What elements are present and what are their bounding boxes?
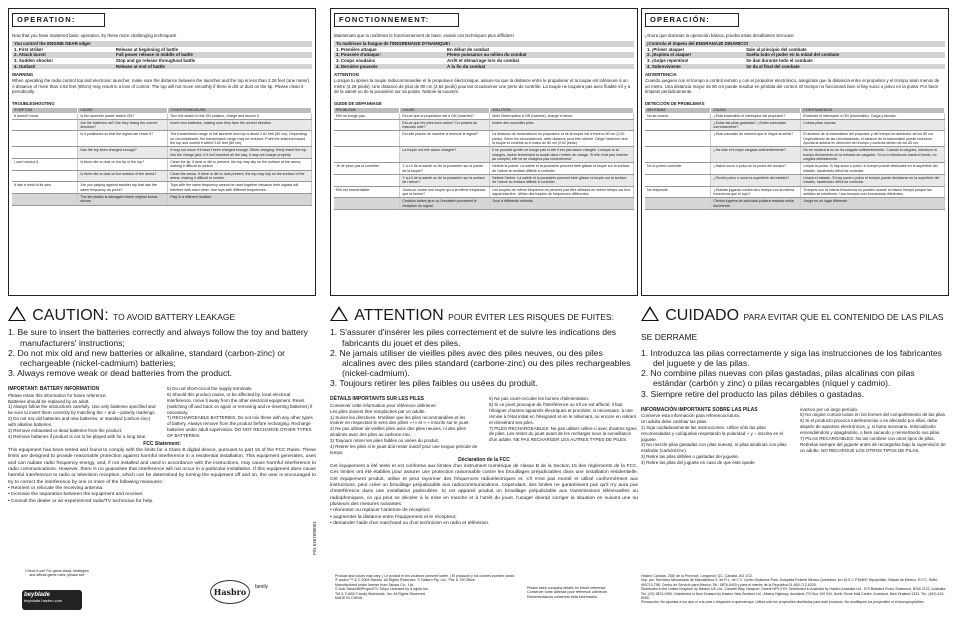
battery-info: [8, 386, 316, 439]
control-step: 1. ¡Primer ataque!: [647, 46, 685, 52]
intro-text: Maintenant que tu maîtrises le fonctionnement de base, essaie ces techniques plus difficiles!: [334, 32, 514, 38]
caution-list: [8, 327, 316, 378]
warning-title: ATTENTION: [334, 72, 359, 78]
ts-symptom: [645, 198, 711, 210]
battery-info: [641, 407, 949, 466]
control-desc: En début de combat: [447, 46, 490, 52]
control-desc: Release at beginning of battle: [115, 46, 179, 52]
control-step: 2. Attack burst!: [12, 52, 114, 58]
control-step: 3. Sudden shocks!: [14, 58, 53, 64]
fcc-title: FCC Statement:: [143, 441, 181, 448]
control-step: 4. Outlast!: [12, 64, 114, 70]
ts-measure: Nettoie l'arène. La saleté et la poussière peuvent faire glisser la toupie sur la surface de l'arène la rendant difficile à contrôler.: [490, 174, 634, 186]
ts-symptom: It has a mind of its own.: [12, 182, 78, 194]
battery-right-text: 5) Ne pas court-circuiter les bornes d'alimentation. 6) Si ce jouet provoque de l'interférence ou s'il en est affecté, il faut l'éloigner d'autres appareils électriques et procéder, si nécessaire, à une remise à l'état initial en l'éteignant et en le rallumant, ou encore en retirant et réinsérant ses piles. 7) PILES RECHARGEABLES: Ne pas utiliser celles-ci avec d'autres types de piles. Les retirer du jouet avant de les recharger sous la surveillance d'un adulte. NE PAS RECHARGER LES AUTRES TYPES DE PILES.: [489, 396, 637, 443]
operation-frame-es: [641, 8, 949, 296]
ts-measure: Trompos con la misma frecuencia no pueden usarse al mismo tiempo porque las señales se interfieren. Usa trompos con frecuencias diferentes.: [801, 186, 945, 198]
caution-item: 2. Ne jamais utiliser de vieilles piles avec des piles neuves, ou des piles alcalines avec des piles standard (carbone-zinc) ou des piles rechargeables (nickel-cadmium).: [330, 347, 631, 379]
caution-block: [330, 306, 638, 388]
ts-symptom: [12, 147, 78, 159]
battery-title: INFORMACIÓN IMPORTANTE SOBRE LAS PILAS: [641, 406, 758, 413]
controls-header: ¡Controla el ímpetu del ENGRANAJE DINÁMICO!: [645, 41, 945, 47]
ts-measure: Nettoie la pointe. La saleté et la poussière peuvent faire glisser la toupie sur la surface de l'arène la rendant difficile à contrôler.: [490, 163, 634, 175]
ts-measure: Les toupies de même fréquence ne peuvent pas être utilisées en même temps car leur signal interfère. Utilise des toupies de fréquences différentes.: [490, 186, 634, 198]
ts-cause: Is there dirt or dust on the surface of the arena?: [78, 170, 168, 182]
control-desc: Arrêt et démarrage lors du combat: [447, 58, 520, 64]
battery-info: [330, 396, 638, 455]
ts-symptom: Elle ne bouge pas.: [334, 113, 400, 120]
controls-table: [645, 41, 945, 69]
beyblade-wordmark: beyblade: [24, 592, 51, 598]
caution-list: [330, 327, 638, 388]
fcc-title: Déclaration de la FCC: [458, 457, 510, 464]
ts-symptom: [12, 131, 78, 147]
spanish-column: [641, 8, 949, 466]
col-header: COUNTERMEASURE: [168, 108, 312, 112]
ts-cause: Certains autres jeux ou l'encastré pourraient le réception du signal.: [400, 198, 490, 210]
battery-left-text: Please retain this information for future reference. Batteries should be replaced by an adult. 1) Always follow the instructions carefully. Use only batteries specified and be sure to insert them correctly by matching the + and – polarity markings. 2) Do not mix old batteries and new batteries, or standard (carbon-zinc) with alkaline batteries. 3) Remove exhausted or dead batteries from the product. 4) Remove batteries if product is not to be played with for a long time.: [8, 392, 156, 439]
caution-item: 1. S'assurer d'insérer les piles correctement et de suivre les indications des fabricants du jouet et des piles.: [330, 327, 617, 348]
ts-measure: No se moverá si no se ha cargado suficientemente. Cuando lo cargues, introduce el trompo firmemente en la entrada de cargador. Si no lo introduces hasta el fondo, no cargará debidamente.: [801, 147, 945, 163]
ts-cause: Est-ce que le propulseur est à ON (marche)?: [400, 113, 490, 120]
troubleshooting-title: GUIDE DE DÉPANNAGE: [334, 100, 382, 106]
caution-title: CUIDADO PARA EVITAR QUE EL CONTENIDO DE LAS PILAS SE DERRAME: [641, 307, 944, 343]
control-desc: Pleine puissance au milieu du combat: [445, 52, 634, 58]
ts-measure: If may not move if it hasn't been charged enough. When charging, firmly insert the top into the charge jack. If it isn't inserted all the way, it may not charge properly.: [168, 147, 312, 159]
battery-right-text: inactivo por un largo período. 5) No origine cortocircuitos en los bornes del compartimiento de las pilas. 6) Si el producto provoca interferencias o es afectado por ellas, debe alejarlo de aparatos electrónicos, y, si fuera necesario, reinicializarlo encendiéndolo y apagándolo, o bien sacando y reinsertando sus pilas. 7) PILAS RECARGABLES: No las combine con otros tipos de pilas. Retírelas siempre del juguete antes de recargarlas bajo la supervisión de un adulto. NO RECARGUE LOS OTROS TIPOS DE PILAS.: [800, 406, 947, 453]
col-header: SOLUTION: [490, 108, 634, 112]
ts-cause: Has the top been charged enough?: [78, 147, 168, 159]
control-step: 1. First strike!: [14, 46, 43, 52]
ts-cause: ¿Habrá sucio o polvo en la punta del trompo?: [711, 163, 801, 175]
address-text: Hasbro Canada, 2350 de la Province, Longueuil, QC, Canada J4G 1G2. Imp. por: Servicios Mercancias de Manufactura S. de R.L. de C.V. Centro Business Park, Autopista Federal México-Querétaro, km 42.5 C.P.54600 Tepotzotlán, Estado de México. R.F.C. SMM-990713-T58. Centro de Servicio para México: Tel.: 5876-8400 y para el interior de la República 01-800-712-6225. Distributed in the United Kingdom by Hasbro UK Ltd., Caswell Way, Newport, Gwent NP9 0YH. Distributed in Australia by Hasbro Australia Ltd., 570 Blaxland Road, Eastwood, NSW 2122, Australia. Tel.: (02) 9874-0999. Distributed in New Zealand by Hasbro New Zealand Ltd., Albany Highway, Auckland, PO Box 100 940, North Shore Mail Centre, Auckland, New Zealand 1333. Tel.: (649) 415-8006. Precaución: No apuntes a los ojos ni a la cara o disparare a quemarropa. Utiliza sólo los proyectiles diseñados para este producto. No modifiques los proyectiles ni el lanzaproyectiles.: [641, 574, 947, 605]
ts-symptom: I can't control it.: [12, 159, 78, 171]
ts-cause: Are you playing against another top that has the same frequency as yours?: [78, 182, 168, 194]
warning-triangle-icon: !: [641, 306, 659, 321]
battery-title: DÉTAILS IMPORTANTS SUR LES PILES: [330, 396, 424, 403]
ts-measure: Coloca pilas nuevas.: [801, 119, 945, 131]
ts-symptom: No se mueve.: [645, 113, 711, 120]
control-desc: Release at end of battle: [114, 64, 312, 70]
caution-item: 3. Toujours retirer les piles faibles ou usées du produit.: [330, 378, 538, 389]
ts-symptom: [645, 119, 711, 131]
ts-cause: Is the launcher power switch ON?: [78, 113, 168, 120]
intro-text: Now that you have mastered basic operation, try these more challenging techniques!: [12, 32, 177, 38]
ts-cause: Y a-t-il de la saleté ou de la poussière sur la surface de l'arène?: [400, 174, 490, 186]
control-desc: Suelta todo el poder en la mitad del combate: [744, 52, 945, 58]
col-header: SÍNTOMAS: [645, 108, 711, 112]
ts-cause: ¿Están las pilas gastadas? ¿Están colocadas correctamente?: [711, 119, 801, 131]
ts-symptom: [334, 174, 400, 186]
col-header: CAUSA: [711, 108, 801, 112]
troubleshooting-title: TROUBLESHOOTING: [12, 100, 55, 106]
ts-cause: The tire plastic is damaged where original bonus shows.: [78, 193, 168, 205]
controls-header: Tu maîtrises la fougue de l'ENGRENAGE DYNAMIQUE!: [334, 41, 634, 47]
controls-table: [334, 41, 634, 69]
caution-item: 3. Siempre retire del producto las pilas débiles o gastadas.: [641, 388, 865, 399]
control-desc: Se da al final del combate: [744, 64, 945, 70]
ts-symptom: [645, 147, 711, 163]
caution-block: [641, 306, 949, 399]
ts-measure: Clean the arena. If there is dirt or dust present, the top may slip on the surface of the arena, making it difficult to control.: [168, 170, 312, 182]
ts-symptom: [12, 119, 78, 131]
col-header: SYMPTOM: [12, 108, 78, 112]
control-step: 4. Dernière poussée: [334, 64, 445, 70]
french-column: [330, 8, 638, 528]
warning-text: When operating the radio control top and electronic launcher, make sure the distance between the launcher and the top is less than 3.28 feet (one meter). A distance of more than 2.62 feet (80cm) may result in a loss of control. The top will not move smoothly if there is dirt or dust on the tip. Please clean it periodically.: [12, 77, 311, 95]
ts-measure: Clean the tip. If dust or dirt is present, the top may slip on the surface of the arena, making it difficult to control.: [168, 159, 312, 171]
ts-symptom: [12, 193, 78, 205]
ts-measure: The transmission range of the launcher and top is about 2.62 feet (80 cm). Depending on circumstances, the transmission range may be reduced. Point the antenna toward the top and control it within 2.62 feet (80 cm).: [168, 131, 312, 147]
ts-symptom: [334, 198, 400, 210]
ts-symptom: [334, 119, 400, 131]
beyblade-logo: [22, 590, 82, 610]
ts-measure: Tops with the same frequency cannot be used together because their signals will interfere with each other. Use tops with different frequencies.: [168, 182, 312, 194]
ts-measure: Insère des nouvelles piles.: [490, 119, 634, 131]
troubleshooting-table: [12, 108, 312, 205]
ts-measure: Il se pourrait qu'elle ne bouge pas si elle n'est pas assez chargée. Lorsque tu la charges, insère fermement la toupie dans l'entrée de charge. Si elle n'est pas insérée au complet, elle ne se chargera pas correctement.: [490, 147, 634, 163]
fcc-text: Cet équipement a été testé et est conforme aux limites d'un instrument numérique de classe B de la Section 15 des règlements de la FCC. Ces limites ont été établies pour assurer une protection raisonnable contre les brouillages préjudiciables dans une installation résidentielle. Cet équipement produit, utilise et peut rayonner des fréquences radioélectriques et, s'il n'est pas monté et utilisé conformément aux instructions, peut créer un brouillage préjudiciable aux radiocommunications. Cependant, des limites ne garantissent pas qu'il n'y aura pas d'interférence dans une installation particulière. Si cet appareil produit un brouillage préjudiciable aux transmissions télévisuelles ou radiophoniques, ce qui peut se déceler à la mise en marche et à l'arrêt du jouet, l'usager devrait corriger la situation en suivant une ou plusieurs des mesures suivantes: • réorienter ou replacer l'antenne de réception; • augmenter la distance entre l'équipement et le récepteur; • demander l'aide d'un marchand ou d'un technicien en radio et télévision.: [330, 463, 638, 527]
battery-left-text: Conserver cette information pour référence ultérieure. Les piles doivent être remplacées par un adulte. 1) Suivre les directives. N'utiliser que les piles recommandées et les insérer en respectant le sens des pôles «+» et «-» inscrits sur le jouet. 2) Ne pas utiliser de vieilles piles avec des piles neuves, ni des piles alcalines avec des piles au carbone-zinc. 3) Toujours retirer les piles faibles ou usées du produit. 4) Retirer les piles si le jouet doit rester inactif pour une longue période de temps.: [330, 402, 478, 455]
caution-item: 1. Introduzca las pilas correctamente y siga las instrucciones de los fabricantes del juguete y de las pilas.: [641, 347, 942, 369]
ts-cause: ¿Ha sido el trompo cargado suficientemente?: [711, 147, 801, 163]
operation-frame-fr: [330, 8, 638, 296]
ts-cause: Y a-t-il de la saleté ou de la poussière sur la pointe de la toupie?: [400, 163, 490, 175]
ts-measure: Turn the switch to the ON position, charge and launch it.: [168, 113, 312, 120]
ts-measure: Limpia el estadio. Si hay sucio o polvo el trompo puede deslizarse en la superficie del estadio, haciéndolo difícil de controlar.: [801, 174, 945, 186]
warning-title: WARNING: [12, 72, 34, 78]
control-desc: Sale al principio del combate: [746, 46, 807, 52]
control-desc: Full power release in middle of battle: [114, 52, 312, 58]
ts-cause: ¿Está encendido el interruptor del propulsor?: [711, 113, 801, 120]
troubleshooting-table: [645, 108, 945, 210]
warning-triangle-icon: !: [8, 306, 26, 321]
ts-measure: Juega en un lugar diferente.: [801, 198, 945, 210]
control-step: 2. Poussée d'attaque:: [334, 52, 445, 58]
operation-frame-en: [8, 8, 316, 296]
ts-symptom: [645, 131, 711, 147]
ts-cause: Joues-tu contre une toupie qui a la même fréquence que la tienne?: [400, 186, 490, 198]
caution-title: ATTENTION POUR ÉVITER LES RISQUES DE FUITES:: [354, 307, 614, 324]
warning-title: ADVERTENCIA: [645, 72, 677, 78]
controls-table: [12, 41, 312, 69]
product-legal-text: Product and colors may vary. | Le produit et les couleurs peuvent varier. | El producto y los colores pueden variar. ® and/or ™ & © 2004 Hasbro. All Rights Reserved. © Hasbro Pty. Ltd., Pat. & TM Office. Manufactured under license from Takara Co., Ltd. © Aoki Takao/BBProject/TV Tokyo Licensed by d-rights Inc. TM & © ABC Family Worldwide, Inc. All Rights Reserved. MADE IN CHINA: [335, 574, 515, 601]
ts-cause: Is there dirt or dust on the tip of the top?: [78, 159, 168, 171]
ts-symptom: Je ne peux pas la contrôler.: [334, 163, 400, 175]
caution-item: 1. Be sure to insert the batteries correctly and always follow the toy and battery manufacturers' instructions;: [8, 327, 308, 348]
fcc-text: This equipment has been tested and found to comply with the limits for a Class B digital device, pursuant to part 15 of the FCC Rules. These limits are designed to provide reasonable protection against harmful interference in a residential installation. This equipment generates, uses and can radiate radio frequency energy, and, if not installed and used in accordance with the instructions, may cause harmful interference to radio communications. However, there is no guarantee that interference will not occur in a particular installation. If this equipment does cause harmful interference to radio or television reception, which can be determined by turning the equipment off and on, the user is encouraged to try to correct the interference by one or more of the following measures: • Reorient or relocate the receiving antenna. • Increase the separation between the equipment and receiver. • Consult the dealer or an experienced radio/TV technician for help.: [8, 447, 316, 504]
controls-header: You control the ENGINE GEAR edge!: [12, 41, 312, 47]
col-header: CAUSE: [78, 108, 168, 112]
section-header: FONCTIONNEMENT:: [334, 13, 459, 27]
caution-block: [8, 306, 316, 378]
caution-title: CAUTION: TO AVOID BATTERY LEAKAGE: [32, 307, 236, 324]
section-header: OPERATION:: [12, 13, 105, 27]
intro-text: ¡Ahora que dominas la operación básica, prueba estas desafiantes técnicas!: [645, 32, 794, 38]
ts-cause: Are the batteries old? Are they facing the correct direction?: [78, 119, 168, 131]
ts-symptom: It doesn't move.: [12, 113, 78, 120]
abc-family-logo: family: [255, 584, 269, 590]
ts-cause: ¿Estarás jugando contra otro trompo con la misma frecuencia que el tuyo?: [711, 186, 801, 198]
ts-cause: ¿Tendrá polvo o sucio la superficie del estadio?: [711, 174, 801, 186]
control-step: 2. ¡Explota el ataque!: [645, 52, 744, 58]
ts-measure: Joue à différents endroits.: [490, 198, 634, 210]
ts-measure: Enciende el interruptor a ON (encendido). Carga y lánzalo.: [801, 113, 945, 120]
part-number: P/N 6367600001: [312, 521, 317, 555]
control-step: 4. Sobreviviente: [645, 64, 744, 70]
ts-measure: Insert new batteries, making sure they face the correct direction.: [168, 119, 312, 131]
ts-symptom: [334, 147, 400, 163]
ts-cause: La toupie est-elle assez chargée?: [400, 147, 490, 163]
troubleshooting-title: DETECCIÓN DE PROBLEMAS: [645, 100, 705, 106]
ts-symptom: [12, 170, 78, 182]
ts-measure: Play in a different location.: [168, 193, 312, 205]
section-header: OPERACIÓN:: [645, 13, 739, 27]
battery-title: IMPORTANT: BATTERY INFORMATION: [8, 386, 100, 393]
control-desc: Stop and go release throughout battle: [115, 58, 196, 64]
ts-symptom: Elle est incontrôlable.: [334, 186, 400, 198]
ts-cause: Ciertos lugares de actividad pudiera retardar señal fácilmente.: [711, 198, 801, 210]
col-header: PROBLÈME: [334, 108, 400, 112]
warning-triangle-icon: !: [330, 306, 348, 321]
col-header: CONTRAMEDIDA: [801, 108, 945, 112]
caution-item: 2. Do not mix old and new batteries or alkaline, standard (carbon-zinc) or rechargeable (nickel-cadmium) batteries;: [8, 347, 286, 368]
control-desc: À la fin du combat: [445, 64, 634, 70]
hasbro-logo: Hasbro: [210, 580, 250, 604]
website-url: beyblade.hasbro.com: [24, 598, 63, 603]
col-header: CAUSE: [400, 108, 490, 112]
ts-measure: Mets l'interrupteur à ON (marche), charge et lance.: [490, 113, 634, 120]
check-it-out-text: Check it out! For game ideas, strategies and official game rules, please see: [25, 569, 89, 578]
control-desc: Se dan durante todo el combate: [746, 58, 813, 64]
control-step: 3. Coups soudains: [336, 58, 376, 64]
warning-text: Cuando juegues con el trompo a control remoto y con el propulsor electrónico, asegúrate que la distancia entre el propulsor y el trompo sean menos de un metro. Una distancia mayor de 80 cm puede resultar en pérdida del control. El trompo no funcionará bien si hay sucio o polvo en la punta. Por favor límpialo periódicamente.: [645, 77, 940, 95]
ts-cause: Est-ce que les piles sont usées? Ou posées du mauvais côté?: [400, 119, 490, 131]
ts-cause: Est-elle placée de manière à recevoir le signal?: [400, 131, 490, 147]
control-step: 3. ¡Golpe repentino!: [647, 58, 689, 64]
keep-details-text: Please keep company details for future reference. Conserver notre adresse pour référence ultérieure. Recomendamos conservar esta información.: [527, 586, 608, 599]
ts-cause: Is it positioned so that the signal can reach it?: [78, 131, 168, 147]
battery-left-text: Conserve esta información para referencia futura. Un adulto debe cambiar las pilas. 1) Siga cuidadosamente las instrucciones. Utilice sólo las pilas recomendadas y colóquelas respetando la polaridad + y – inscrita en el juguete. 2) No mezcle pilas gastadas con pilas nuevas, ni pilas alcalinas con pilas estándar (carbón/zinc). 3) Retire las pilas débiles o gastadas del juguete. 4) Retire las pilas del juguete en caso de que éste quede: [641, 413, 787, 465]
caution-item: 2. No combine pilas nuevas con pilas gastadas, pilas alcalinas con pilas estándar (carbón y zinc) o pilas recargables (níquel y cadmio).: [641, 368, 915, 389]
battery-right-text: 5) Do not short-circuit the supply terminals. 6) Should this product cause, or be affected by, local electrical interference, move it away from the other electrical equipment. Reset (switching off and back on again or removing and re-inserting batteries) if necessary. 7) RECHARGEABLE BATTERIES: Do not mix these with any other types of battery. Always remove from the product before recharging. Recharge batteries under adult supervision. DO NOT RECHARGE OTHER TYPES OF BATTERIES.: [167, 386, 313, 438]
ts-symptom: No responde.: [645, 186, 711, 198]
ts-symptom: [334, 131, 400, 147]
ts-measure: El alcance de la transmisión del propulsor y del trompo es alrededor de los 80 cm. Dependiendo de las circunstancias, el alcance de la transmisión puede reducirse. Apunta la antena en dirección del trompo y controla dentro de los 80 cm.: [801, 131, 945, 147]
caution-item: 3. Always remove weak or dead batteries from the product.: [8, 368, 233, 379]
warning-text: Lorsque tu spines la toupie radiocommandée et le propulseur électronique, assure-toi que la distance entre le propulseur et la toupie est inférieure à un mètre (3.28 pieds). Une distance de plus de 80 cm (2,62 pieds) pourrait occasionner une perte de contrôle. La toupie ne toupiera pas avec fluidité s'il y a de la saleté ou de la poussière sur sa pointe. Nettoie-la souvent.: [334, 77, 631, 95]
ts-symptom: [645, 174, 711, 186]
troubleshooting-table: [334, 108, 634, 210]
english-column: [8, 8, 316, 505]
ts-cause: ¿Está colocado de manera que le llegue la señal?: [711, 131, 801, 147]
caution-list: [641, 348, 949, 399]
ts-measure: La distance de transmission du propulseur et de la toupie est d'environ 80 cm (2,62 pieds). Selon les circonstances, cette distance peut être réduite. Dirige l'antenne vers la toupie et contrôle-la à moins de 80 cm (2,62 pieds).: [490, 131, 634, 147]
ts-measure: Limpia la punta. Si hay sucio o polvo, el trompo puede deslizarse en la superficie del estadio, haciéndolo difícil de controlar.: [801, 163, 945, 175]
ts-symptom: No lo puedo controlar.: [645, 163, 711, 175]
control-step: 1. Première attaque: [336, 46, 377, 52]
